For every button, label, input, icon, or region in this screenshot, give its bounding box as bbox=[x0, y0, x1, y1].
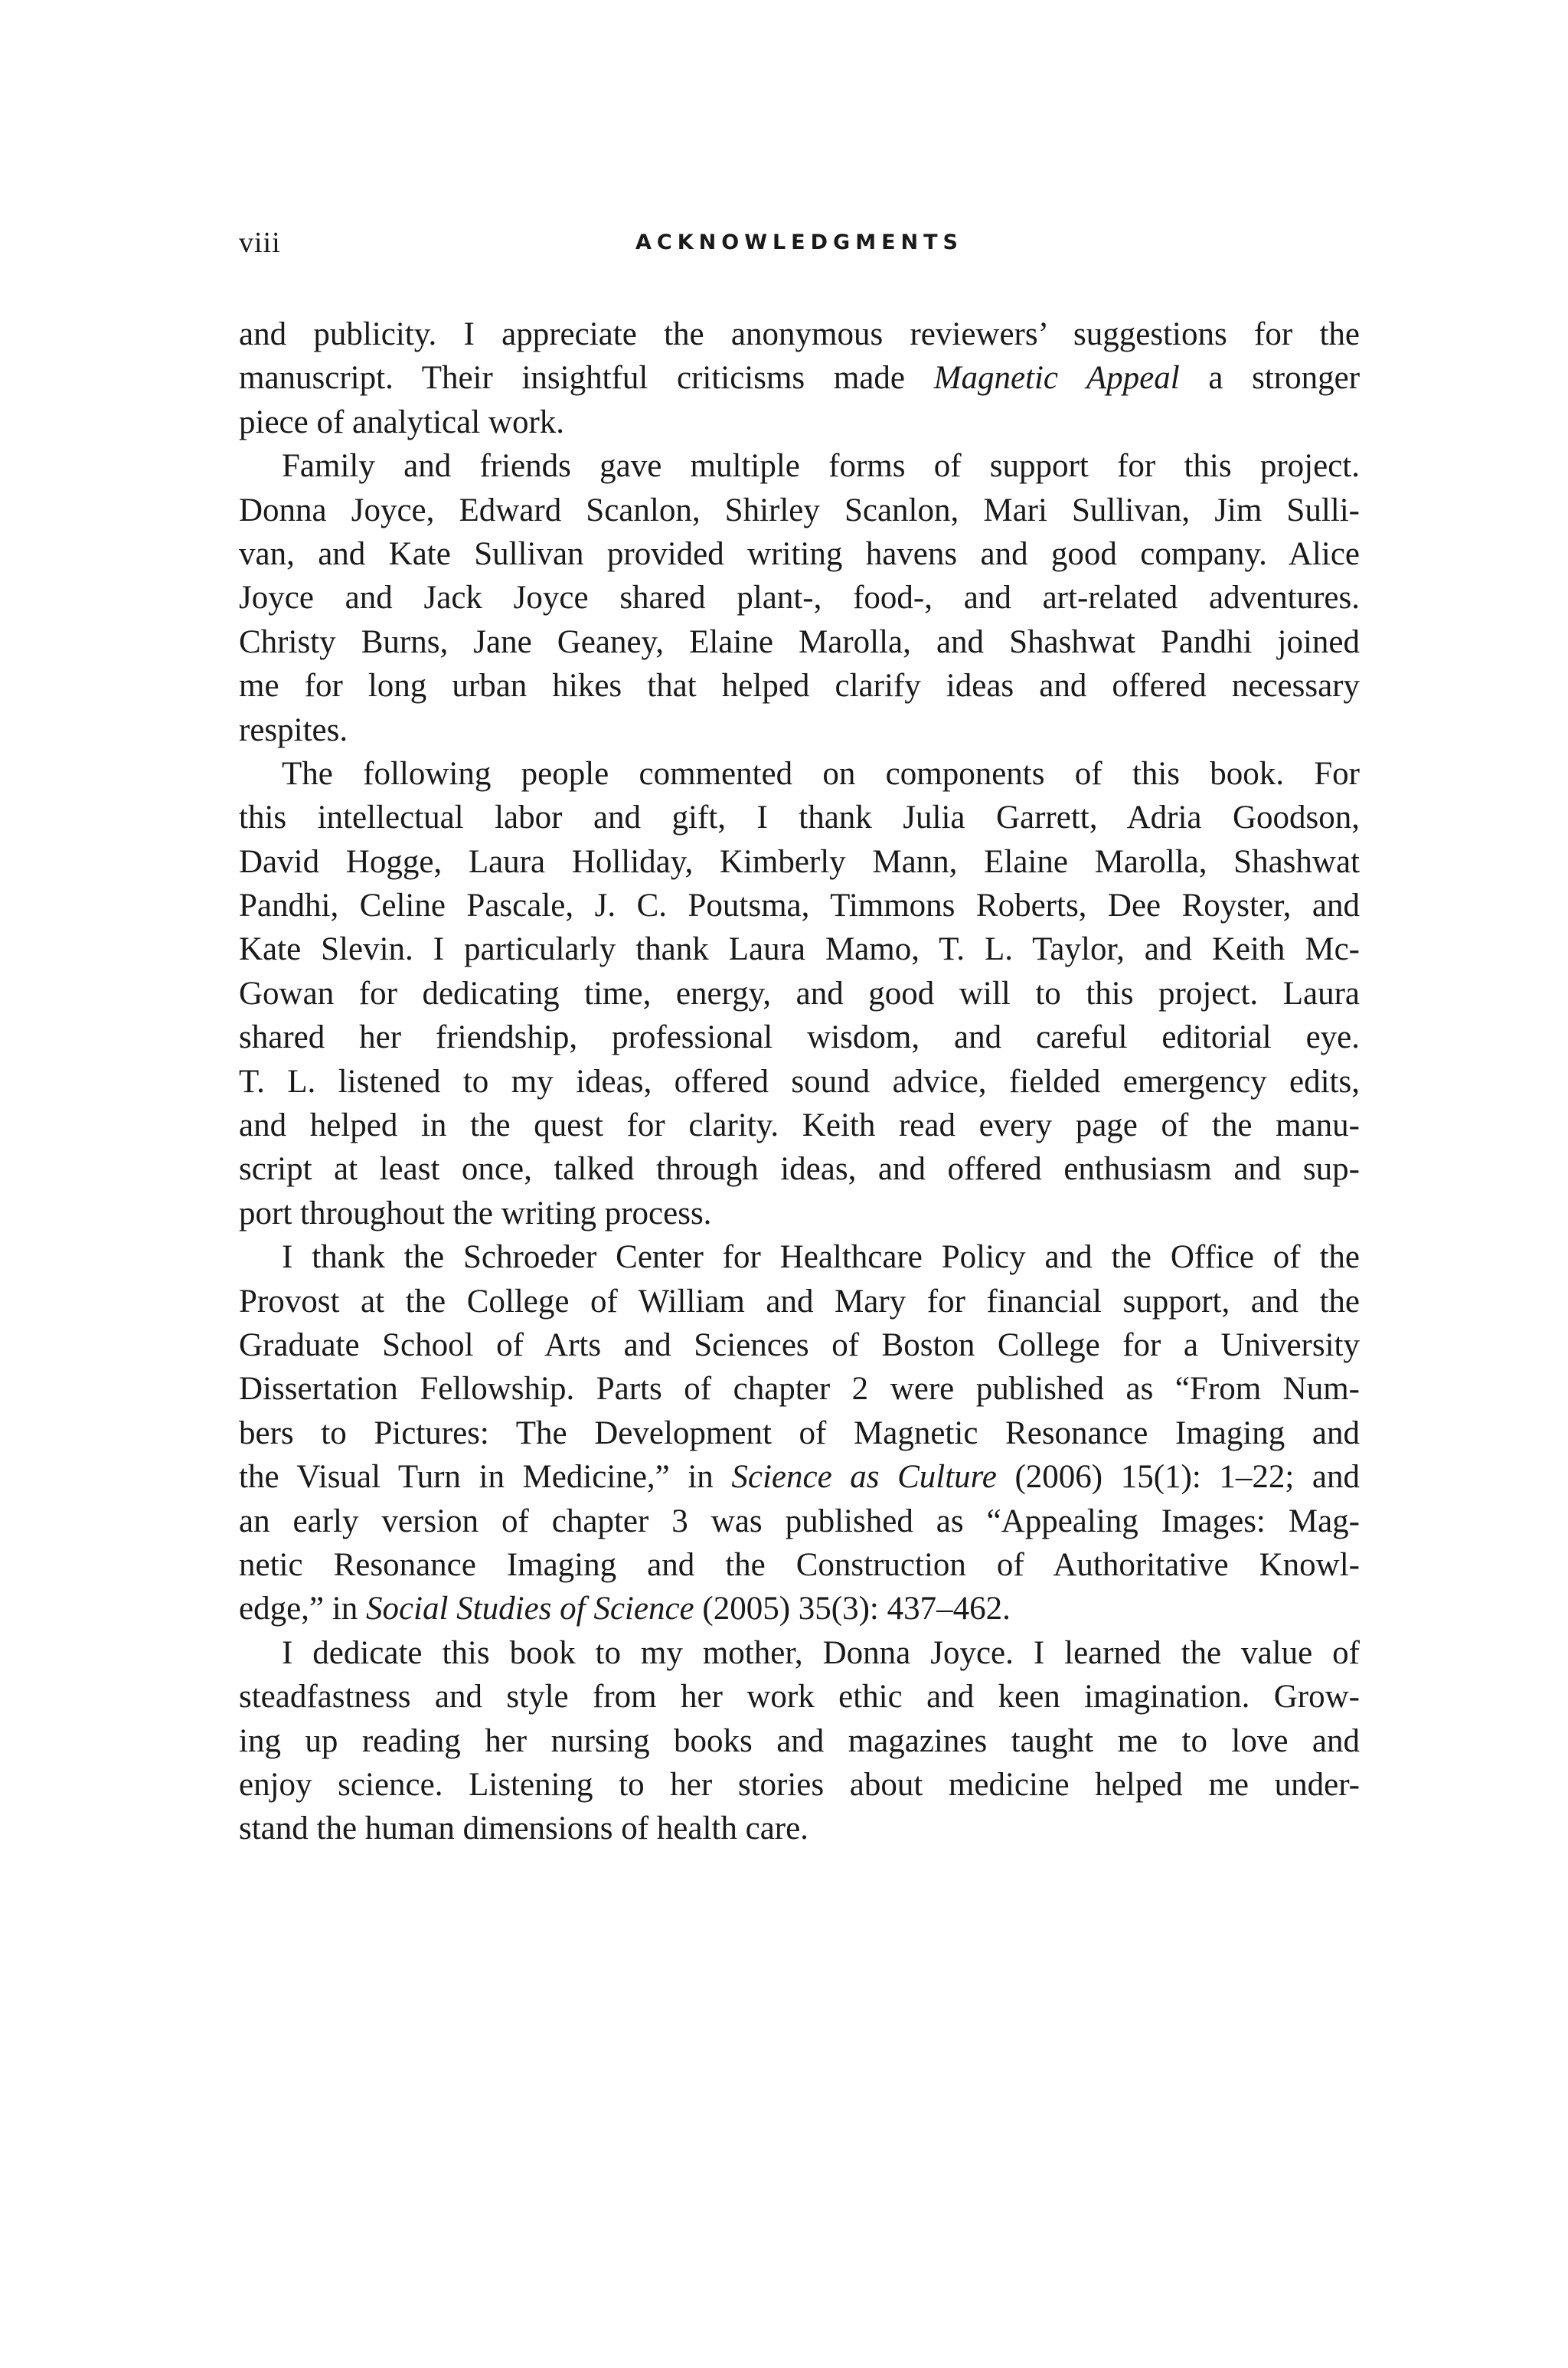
text-line: manuscript. Their insightful criticisms made Magnetic Appeal a stronger bbox=[239, 360, 1361, 397]
text-line: respites. bbox=[239, 711, 348, 748]
journal-title-italic: Social Studies of Science bbox=[365, 1591, 694, 1627]
book-title-italic: Magnetic Appeal bbox=[933, 360, 1180, 397]
text-line: the Visual Turn in Medicine,” in Science as Culture (2006) 15(1): 1–22; and bbox=[239, 1459, 1361, 1496]
text-line: Donna Joyce, Edward Scanlon, Shirley Scanlon, Mari Sullivan, Jim Sulli- bbox=[239, 492, 1360, 528]
text-line: van, and Kate Sullivan provided writing havens and good company. Alice bbox=[239, 535, 1360, 572]
text-line: edge,” in Social Studies of Science (2005) 35(3): 437–462. bbox=[239, 1591, 1011, 1627]
text-line: Provost at the College of William and Mary for financial support, and the bbox=[239, 1283, 1360, 1320]
text-line: bers to Pictures: The Development of Magnetic Resonance Imaging and bbox=[239, 1415, 1360, 1451]
text-line: and helped in the quest for clarity. Keith read every page of the manu- bbox=[239, 1107, 1360, 1144]
text-line: port throughout the writing process. bbox=[239, 1195, 712, 1231]
text-line: Gowan for dedicating time, energy, and good will to this project. Laura bbox=[239, 975, 1360, 1012]
text-line: enjoy science. Listening to her stories about medicine helped me under- bbox=[239, 1766, 1360, 1803]
text-line: Pandhi, Celine Pascale, J. C. Poutsma, Timmons Roberts, Dee Royster, and bbox=[239, 888, 1360, 924]
text-line: shared her friendship, professional wisdom, and careful editorial eye. bbox=[239, 1019, 1360, 1056]
text-line: an early version of chapter 3 was published as “Appealing Images: Mag- bbox=[239, 1503, 1360, 1539]
text-line: I thank the Schroeder Center for Healthcare Policy and the Office of the bbox=[282, 1239, 1360, 1276]
text-line: I dedicate this book to my mother, Donna Joyce. I learned the value of bbox=[282, 1634, 1360, 1671]
text-line: Joyce and Jack Joyce shared plant-, food-, and art-related adventures. bbox=[239, 580, 1360, 617]
text-line: David Hogge, Laura Holliday, Kimberly Mann, Elaine Marolla, Shashwat bbox=[239, 843, 1360, 880]
text-line: steadfastness and style from her work ethic and keen imagination. Grow- bbox=[239, 1679, 1360, 1715]
page-number: viii bbox=[239, 227, 281, 259]
text-line: Dissertation Fellowship. Parts of chapter 2 were published as “From Num- bbox=[239, 1371, 1360, 1408]
text-line: piece of analytical work. bbox=[239, 404, 565, 440]
running-title: ACKNOWLEDGMENTS bbox=[635, 231, 963, 254]
text-line: Family and friends gave multiple forms of support for this project. bbox=[282, 448, 1360, 485]
text-line: ing up reading her nursing books and magazines taught me to love and bbox=[239, 1722, 1360, 1759]
acknowledgments-text bbox=[239, 312, 1360, 1851]
text-line: Graduate School of Arts and Sciences of Boston College for a University bbox=[239, 1326, 1360, 1363]
text-line: Christy Burns, Jane Geaney, Elaine Marolla, and Shashwat Pandhi joined bbox=[239, 623, 1360, 660]
journal-title-italic: Science as Culture bbox=[731, 1459, 997, 1496]
running-head bbox=[239, 224, 1360, 262]
text-line: Kate Slevin. I particularly thank Laura Mamo, T. L. Taylor, and Keith Mc- bbox=[239, 931, 1360, 968]
text-line: The following people commented on components of this book. For bbox=[282, 755, 1360, 792]
text-line: me for long urban hikes that helped clarify ideas and offered necessary bbox=[239, 668, 1360, 705]
text-line: netic Resonance Imaging and the Construction of Authoritative Knowl- bbox=[239, 1546, 1360, 1583]
text-line: T. L. listened to my ideas, offered sound advice, fielded emergency edits, bbox=[239, 1063, 1360, 1100]
text-line: stand the human dimensions of health care. bbox=[239, 1810, 808, 1847]
text-line: and publicity. I appreciate the anonymous reviewers’ suggestions for the bbox=[239, 316, 1360, 352]
text-line: script at least once, talked through ideas, and offered enthusiasm and sup- bbox=[239, 1151, 1360, 1188]
text-line: this intellectual labor and gift, I thank Julia Garrett, Adria Goodson, bbox=[239, 800, 1360, 836]
